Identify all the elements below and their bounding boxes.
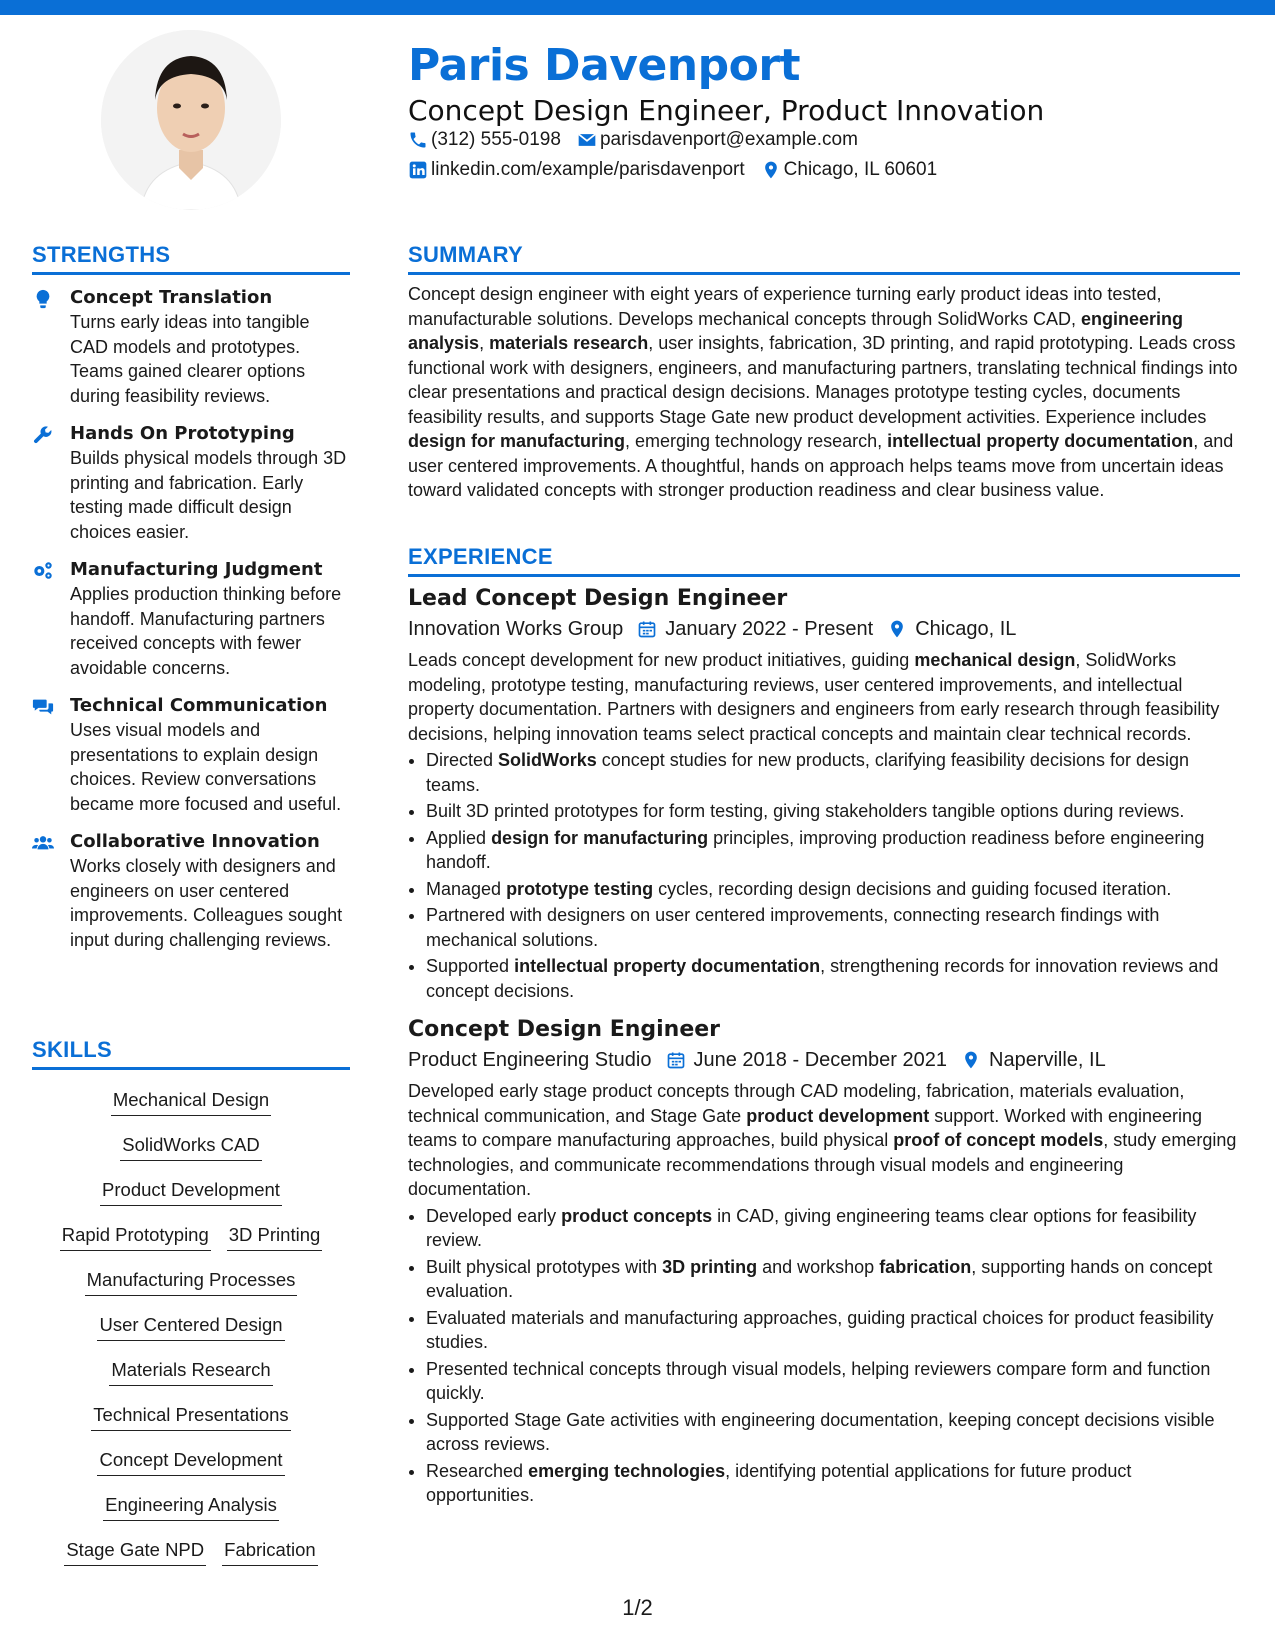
email-contact[interactable]: [577, 129, 858, 151]
envelope-icon: [577, 130, 597, 150]
contact-row-2: [408, 159, 953, 181]
bullet-item: • Presented technical concepts through visual models, helping reviewers compare form and function quickly.: [426, 1357, 1240, 1406]
candidate-name: Paris Davenport: [408, 40, 801, 91]
skill-tag: Mechanical Design: [111, 1088, 271, 1116]
skill-tag: Technical Presentations: [91, 1403, 290, 1431]
bullet-item: • Applied design for manufacturing principles, improving production readiness before engineering handoff.: [426, 826, 1240, 875]
bullet-item: • Managed prototype testing cycles, recording design decisions and guiding focused iteration.: [426, 877, 1240, 902]
bullet-item: • Supported intellectual property documentation, strengthening records for innovation reviews and concept decisions.: [426, 954, 1240, 1003]
skills-list: [32, 1088, 350, 1583]
job-dates: June 2018 - December 2021: [693, 1049, 947, 1071]
emphasis-text: intellectual property documentation: [887, 431, 1194, 451]
bullet-item: • Built physical prototypes with 3D printing and workshop fabrication, supporting hands on concept evaluation.: [426, 1255, 1240, 1304]
strength-title: Collaborative Innovation: [70, 831, 320, 852]
strength-title: Technical Communication: [70, 695, 328, 716]
skill-row: [32, 1493, 350, 1538]
calendar-icon: [637, 619, 657, 639]
job-meta: [408, 614, 1240, 644]
strength-item: [32, 694, 350, 816]
experience-heading: EXPERIENCE: [408, 544, 1240, 577]
emphasis-text: fabrication: [879, 1256, 972, 1277]
skill-row: [32, 1358, 350, 1403]
strength-item: [32, 422, 350, 544]
emphasis-text: design for manufacturing: [491, 827, 709, 848]
strength-description: Turns early ideas into tangible CAD models and prototypes. Teams gained clearer options during feasibility reviews.: [70, 312, 310, 406]
skill-tag: Fabrication: [222, 1538, 318, 1566]
skill-tag: 3D Printing: [227, 1223, 323, 1251]
job-meta: [408, 1045, 1240, 1075]
skill-row: [32, 1133, 350, 1178]
linkedin-text[interactable]: linkedin.com/example/parisdavenport: [431, 159, 745, 180]
skill-row: [32, 1268, 350, 1313]
skills-heading: SKILLS: [32, 1037, 350, 1070]
strength-description: Uses visual models and presentations to explain design choices. Review conversations became more focused and useful.: [70, 720, 342, 814]
experience-list: [408, 584, 1240, 1520]
wrench-icon: [32, 422, 70, 544]
location-contact: [761, 159, 938, 181]
bullet-item: • Developed early product concepts in CAD, giving engineering teams clear options for feasibility review.: [426, 1204, 1240, 1253]
skill-tag: Manufacturing Processes: [85, 1268, 298, 1296]
job-entry: [408, 1015, 1240, 1508]
strength-description: Builds physical models through 3D printing and fabrication. Early testing made difficult design choices easier.: [70, 448, 347, 542]
summary-text: Concept design engineer with eight years of experience turning early product ideas into tested, manufacturable solutions. Develops mechanical concepts through SolidWorks CAD, engineering analysis, materials research, user insights, fabrication, 3D printing, and rapid prototyping. Leads cross functional work with designers, engineers, and manufacturing partners, translating technical findings into clear presentations and practical design decisions. Manages prototype testing cycles, documents feasibility results, and supports Stage Gate new product development activities. Experience includes design for manufacturing, emerging technology research, intellectual property documentation, and user centered improvements. A thoughtful, hands on approach helps teams move from uncertain ideas toward validated concepts with stronger production readiness and clear business value.: [408, 284, 1238, 500]
skill-tag: User Centered Design: [97, 1313, 284, 1341]
email-text[interactable]: parisdavenport@example.com: [599, 129, 858, 150]
emphasis-text: product concepts: [561, 1205, 713, 1226]
skill-tag: Materials Research: [109, 1358, 272, 1386]
profile-photo: [101, 30, 281, 210]
strengths-heading: STRENGTHS: [32, 242, 350, 275]
job-bullets: [408, 748, 1240, 1003]
job-description: Leads concept development for new product initiatives, guiding mechanical design, SolidWorks modeling, prototype testing, manufacturing reviews, user centered improvements, and intellectual property documentation. Partners with designers and engineers from early research through feasibility decisions, helping innovation teams select practical concepts and maintain clear technical records.: [408, 650, 1220, 744]
skill-tag: Stage Gate NPD: [64, 1538, 206, 1566]
gears-icon: [32, 558, 70, 680]
emphasis-text: design for manufacturing: [408, 431, 626, 451]
company-name: Product Engineering Studio: [408, 1049, 652, 1071]
emphasis-text: emerging technologies: [528, 1460, 726, 1481]
job-dates: January 2022 - Present: [665, 618, 874, 640]
strengths-list: [32, 286, 350, 966]
job-bullets: [408, 1204, 1240, 1508]
company-name: Innovation Works Group: [408, 618, 624, 640]
skill-row: [32, 1088, 350, 1133]
job-title: Concept Design Engineer: [408, 1017, 721, 1042]
phone-icon: [408, 130, 428, 150]
job-entry: [408, 584, 1240, 1003]
job-location: Naperville, IL: [989, 1049, 1106, 1071]
skill-row: [32, 1223, 350, 1268]
skill-row: [32, 1313, 350, 1358]
emphasis-text: SolidWorks: [498, 750, 597, 770]
map-pin-icon: [887, 619, 907, 639]
emphasis-text: engineering analysis: [408, 308, 1184, 353]
linkedin-icon: [408, 160, 428, 180]
bullet-item: • Built 3D printed prototypes for form testing, giving stakeholders tangible options during reviews.: [426, 799, 1240, 824]
strength-description: Works closely with designers and engineers on user centered improvements. Colleagues sought input during challenging reviews.: [70, 856, 343, 950]
skill-row: [32, 1178, 350, 1223]
skill-tag: Engineering Analysis: [103, 1493, 279, 1521]
top-accent-bar: [0, 0, 1275, 15]
strength-item: [32, 830, 350, 952]
map-pin-icon: [961, 1050, 981, 1070]
comments-icon: [32, 694, 70, 816]
skill-row: [32, 1403, 350, 1448]
emphasis-text: prototype testing: [506, 878, 654, 899]
bullet-item: • Researched emerging technologies, identifying potential applications for future product opportunities.: [426, 1459, 1240, 1508]
job-description: Developed early stage product concepts through CAD modeling, fabrication, materials evaluation, technical communication, and Stage Gate product development support. Worked with engineering teams to compare manufacturing approaches, build physical proof of concept models, study emerging technologies, and communicate recommendations through visual models and engineering documentation.: [408, 1081, 1237, 1199]
skill-tag: SolidWorks CAD: [120, 1133, 261, 1161]
lightbulb-icon: [32, 286, 70, 408]
strength-title: Manufacturing Judgment: [70, 559, 323, 580]
summary-heading: SUMMARY: [408, 242, 1240, 275]
emphasis-text: intellectual property documentation: [514, 956, 821, 976]
strength-description: Applies production thinking before handoff. Manufacturing partners received concepts with fewer avoidable concerns.: [70, 584, 342, 678]
location-text: Chicago, IL 60601: [783, 159, 938, 180]
job-location: Chicago, IL: [915, 618, 1017, 640]
emphasis-text: materials research: [489, 333, 649, 353]
strength-item: [32, 286, 350, 408]
contact-row-1: [408, 129, 874, 151]
skill-tag: Concept Development: [97, 1448, 284, 1476]
candidate-title: Concept Design Engineer, Product Innovation: [408, 94, 1045, 127]
phone-text: (312) 555-0198: [431, 129, 561, 150]
emphasis-text: proof of concept models: [893, 1130, 1104, 1150]
bullet-item: • Supported Stage Gate activities with engineering documentation, keeping concept decisions visible across reviews.: [426, 1408, 1240, 1457]
skill-tag: Rapid Prototyping: [60, 1223, 211, 1251]
job-title: Lead Concept Design Engineer: [408, 586, 788, 611]
bullet-item: • Partnered with designers on user centered improvements, connecting research findings with mechanical solutions.: [426, 903, 1240, 952]
users-icon: [32, 830, 70, 952]
emphasis-text: product development: [746, 1105, 930, 1126]
page-number: 1/2: [622, 1595, 653, 1620]
strength-title: Concept Translation: [70, 287, 273, 308]
calendar-icon: [666, 1050, 686, 1070]
map-pin-icon: [761, 160, 781, 180]
linkedin-contact[interactable]: [408, 159, 745, 181]
emphasis-text: 3D printing: [662, 1256, 758, 1277]
skill-row: [32, 1448, 350, 1493]
emphasis-text: mechanical design: [914, 650, 1076, 670]
skill-tag: Product Development: [100, 1178, 282, 1206]
strength-item: [32, 558, 350, 680]
phone-contact: [408, 129, 561, 151]
strength-title: Hands On Prototyping: [70, 423, 295, 444]
skill-row: [32, 1538, 350, 1583]
bullet-item: • Evaluated materials and manufacturing approaches, guiding practical choices for product feasibility studies.: [426, 1306, 1240, 1355]
bullet-item: • Directed SolidWorks concept studies for new products, clarifying feasibility decisions for design teams.: [426, 748, 1240, 797]
